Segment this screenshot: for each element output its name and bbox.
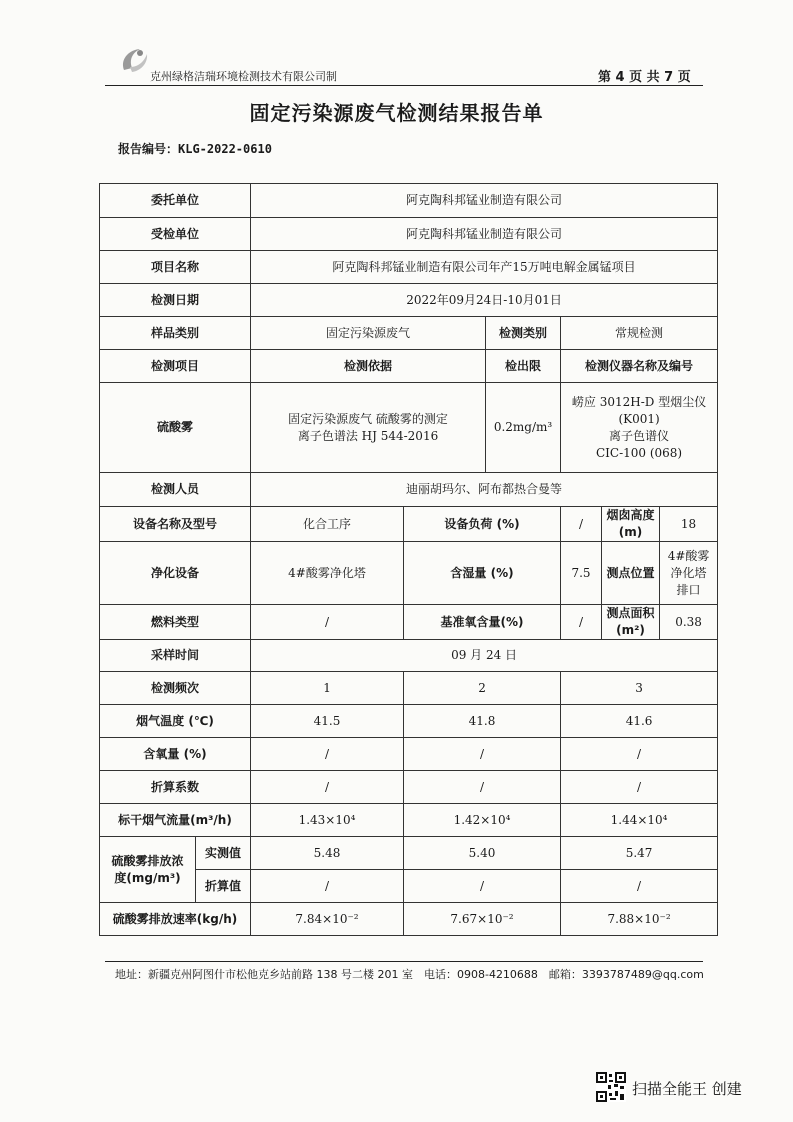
gas-temp-value: 41.6 [561,705,718,738]
table-row [100,771,718,804]
table-row [100,542,718,605]
oxygen-ref-label: 基准氧含量(%) [404,605,561,640]
gas-temp-value: 41.8 [404,705,561,738]
table-row [100,284,718,317]
point-position-value [660,542,718,605]
table-row [100,640,718,672]
concentration-label [100,837,196,903]
frequency-value: 2 [404,672,561,705]
converted-value: / [251,870,404,903]
point-line: 4#酸雾 [667,548,710,563]
measured-value: 5.47 [561,837,718,870]
company-name: 克州绿格洁瑞环境检测技术有限公司制 [150,70,337,83]
stack-height-value: 18 [660,507,718,542]
inspected-value: 阿克陶科邦锰业制造有限公司 [251,218,718,251]
table-row [100,837,718,870]
sample-type-value: 固定污染源废气 [251,317,486,350]
oxygen-value: / [251,738,404,771]
sampling-time-value: 09 月 24 日 [251,640,718,672]
concentration-label-line: 度(mg/m³) [114,870,181,885]
oxygen-label: 含氧量 (%) [100,738,251,771]
table-row [100,804,718,837]
equipment-value: 化合工序 [251,507,404,542]
basis-line: 固定污染源废气 硫酸雾的测定 [288,411,448,426]
purifier-label: 净化设备 [100,542,251,605]
page-number: 第 4 页 共 7 页 [598,70,691,85]
date-value: 2022年09月24日-10月01日 [251,284,718,317]
instrument-line: (K001) [618,411,660,426]
client-label: 委托单位 [100,184,251,218]
table-row [100,251,718,284]
test-item: 硫酸雾 [100,383,251,473]
flow-value: 1.44×10⁴ [561,804,718,837]
measured-value: 5.40 [404,837,561,870]
rate-label: 硫酸雾排放速率(kg/h) [100,903,251,936]
fuel-value: / [251,605,404,640]
converted-label: 折算值 [196,870,251,903]
header-rule [105,85,703,86]
point-area-label: 测点面积(m²) [602,605,660,640]
humidity-label: 含湿量 (%) [404,542,561,605]
qr-code-icon [596,1072,626,1102]
scanner-watermark: 扫描全能王 创建 [632,1080,742,1098]
instrument-line: 离子色谱仪 [609,428,670,443]
load-label: 设备负荷 (%) [404,507,561,542]
flow-label: 标干烟气流量(m³/h) [100,804,251,837]
instrument-line: CIC-100 (068) [595,445,683,460]
rate-value: 7.84×10⁻² [251,903,404,936]
load-value: / [561,507,602,542]
instrument-line: 崂应 3012H-D 型烟尘仪 [571,394,707,409]
test-type-value: 常规检测 [561,317,718,350]
oxygen-value: / [561,738,718,771]
inspected-label: 受检单位 [100,218,251,251]
table-row [100,218,718,251]
header-basis: 检测依据 [251,350,486,383]
test-type-label: 检测类别 [486,317,561,350]
table-row [100,350,718,383]
company-logo [118,44,152,78]
fuel-label: 燃料类型 [100,605,251,640]
point-position-label: 测点位置 [602,542,660,605]
header-item: 检测项目 [100,350,251,383]
sample-type-label: 样品类别 [100,317,251,350]
test-instrument [561,383,718,473]
purifier-value: 4#酸雾净化塔 [251,542,404,605]
stack-height-label: 烟囱高度 (m) [602,507,660,542]
factor-value: / [251,771,404,804]
table-row [100,738,718,771]
project-value: 阿克陶科邦锰业制造有限公司年产15万吨电解金属锰项目 [251,251,718,284]
measured-value: 5.48 [251,837,404,870]
oxygen-ref-value: / [561,605,602,640]
report-title: 固定污染源废气检测结果报告单 [249,101,544,125]
table-row [100,317,718,350]
table-row [100,705,718,738]
flow-value: 1.42×10⁴ [404,804,561,837]
point-line: 净化塔 [670,565,707,580]
point-area-value: 0.38 [660,605,718,640]
frequency-value: 3 [561,672,718,705]
converted-value: / [561,870,718,903]
oxygen-value: / [404,738,561,771]
concentration-label-line: 硫酸雾排放浓 [111,853,184,868]
converted-value: / [404,870,561,903]
sampling-time-label: 采样时间 [100,640,251,672]
gas-temp-value: 41.5 [251,705,404,738]
table-row [100,383,718,473]
client-value: 阿克陶科邦锰业制造有限公司 [251,184,718,218]
date-label: 检测日期 [100,284,251,317]
table-row [100,903,718,936]
factor-value: / [404,771,561,804]
table-row [100,605,718,640]
basis-line: 离子色谱法 HJ 544-2016 [297,428,439,443]
flow-value: 1.43×10⁴ [251,804,404,837]
factor-value: / [561,771,718,804]
results-table [99,183,718,936]
equipment-label: 设备名称及型号 [100,507,251,542]
rate-value: 7.67×10⁻² [404,903,561,936]
table-row [100,184,718,218]
personnel-label: 检测人员 [100,473,251,507]
frequency-label: 检测频次 [100,672,251,705]
frequency-value: 1 [251,672,404,705]
gas-temp-label: 烟气温度 (℃) [100,705,251,738]
factor-label: 折算系数 [100,771,251,804]
point-line: 排口 [676,582,701,597]
humidity-value: 7.5 [561,542,602,605]
table-row [100,507,718,542]
table-row [100,672,718,705]
footer-rule [105,961,703,962]
personnel-value: 迪丽胡玛尔、阿布都热合曼等 [251,473,718,507]
project-label: 项目名称 [100,251,251,284]
test-limit: 0.2mg/m³ [486,383,561,473]
footer-contact: 地址：新疆克州阿图什市松他克乡站前路 138 号二楼 201 室 电话：0908-4210688 邮箱：3393787489@qq.com [115,968,704,981]
rate-value: 7.88×10⁻² [561,903,718,936]
report-number: 报告编号：KLG-2022-0610 [118,142,272,156]
test-basis [251,383,486,473]
table-row [100,473,718,507]
header-limit: 检出限 [486,350,561,383]
header-instrument: 检测仪器名称及编号 [561,350,718,383]
measured-label: 实测值 [196,837,251,870]
